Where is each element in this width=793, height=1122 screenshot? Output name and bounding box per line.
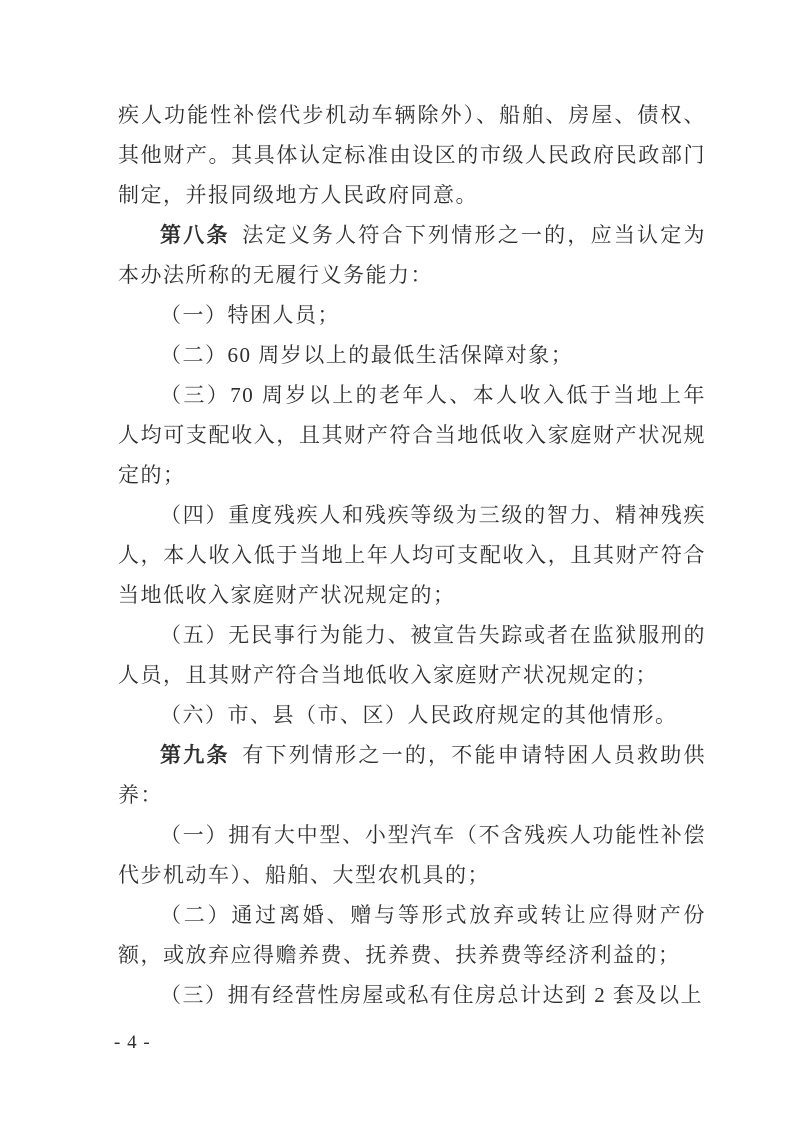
paragraph: （三）70 周岁以上的老年人、本人收入低于当地上年人均可支配收入，且其财产符合当地低收入家庭财产状况规定的； [118,383,706,487]
document-body [118,95,706,1015]
article-paragraph: 第九条 有下列情形之一的，不能申请特困人员救助供养： [118,743,707,807]
paragraph: （一）拥有大中型、小型汽车（不含残疾人功能性补偿代步机动车）、船舶、大型农机具的； [118,823,706,887]
page-footer [114,1032,151,1054]
paragraph: （二）60 周岁以上的最低生活保障对象； [160,343,574,367]
article-number: 第九条 [160,743,230,767]
article-paragraph: 第八条 法定义务人符合下列情形之一的，应当认定为本办法所称的无履行义务能力： [118,223,707,287]
article-number: 第八条 [160,223,230,247]
paragraph: （六）市、县（市、区）人民政府规定的其他情形。 [160,703,678,727]
paragraph: （三）拥有经营性房屋或私有住房总计达到 2 套及以上 [160,983,703,1007]
paragraph: 疾人功能性补偿代步机动车辆除外）、船舶、房屋、债权、其他财产。其具体认定标准由设区的市级人民政府民政部门制定，并报同级地方人民政府同意。 [118,103,706,207]
paragraph: （二）通过离婚、赠与等形式放弃或转让应得财产份额，或放弃应得赡养费、抚养费、扶养费等经济利益的； [118,903,706,967]
page-number: - 4 - [114,1032,151,1053]
paragraph: （一）特困人员； [160,303,340,327]
paragraph: （五）无民事行为能力、被宣告失踪或者在监狱服刑的人员，且其财产符合当地低收入家庭财产状况规定的； [118,623,706,687]
paragraph: （四）重度残疾人和残疾等级为三级的智力、精神残疾人，本人收入低于当地上年人均可支配收入，且其财产符合当地低收入家庭财产状况规定的； [118,503,706,607]
